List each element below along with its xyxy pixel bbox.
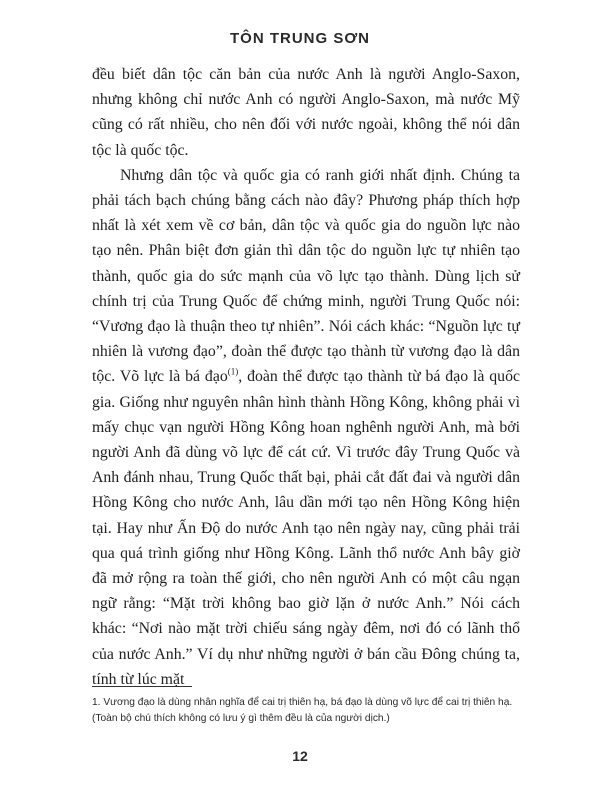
paragraph-2-part-2: , đoàn thể được tạo thành từ bá đạo là quốc gia. Giống như nguyên nhân hình thành Hồng Kông, không phải vì mấy chục vạn người Hồng Kông hoan nghênh người Anh, mà bởi người Anh đã dùng võ lực để cát cứ. Vì trước đây Trung Quốc và Anh đánh nhau, Trung Quốc thất bại, phải cắt đất đai và người dân Hồng Kông cho nước Anh, lâu dần mới tạo nên Hồng Kông hiện tại. Hay như Ấn Độ do nước Anh tạo nên ngày nay, cũng phải trải qua quá trình giống như Hồng Kông. Lãnh thổ nước Anh bây giờ đã mở rộng ra toàn thế giới, cho nên người Anh có một câu ngạn ngữ rằng: “Mặt trời không bao giờ lặn ở nước Anh.” Nói cách khác: “Nơi nào mặt trời chiếu sáng ngày đêm, nơi đó có lãnh thổ của nước Anh.” Ví dụ như những người ở bán cầu Đông chúng ta, tính từ lúc mặt [92, 368, 520, 688]
paragraph-2 [92, 163, 520, 692]
running-header-title: TÔN TRUNG SƠN [230, 30, 370, 47]
paragraph-2-part-1: Nhưng dân tộc và quốc gia có ranh giới nhất định. Chúng ta phải tách bạch chúng bằng cách nào đây? Phương pháp thích hợp nhất là xét xem về cơ bản, dân tộc và quốc gia do nguồn lực nào tạo nên. Phân biệt đơn giản thì dân tộc do nguồn lực tự nhiên tạo thành, quốc gia do sức mạnh của võ lực tạo thành. Dùng lịch sử chính trị của Trung Quốc để chứng minh, người Trung Quốc nói: “Vương đạo là thuận theo tự nhiên”. Nói cách khác: “Nguồn lực tự nhiên là vương đạo”, đoàn thể được tạo thành từ vương đạo là dân tộc. Võ lực là bá đạo [92, 166, 520, 386]
page-number: 12 [292, 748, 308, 764]
paragraph-1: đều biết dân tộc căn bản của nước Anh là người Anglo-Saxon, nhưng không chỉ nước Anh có người Anglo-Saxon, mà nước Mỹ cũng có rất nhiều, cho nên đối với nước ngoài, không thể nói dân tộc là quốc tộc. [92, 66, 520, 159]
footnote: 1. Vương đạo là dùng nhân nghĩa để cai trị thiên hạ, bá đạo là dùng võ lực để cai trị thiên hạ. (Toàn bộ chú thích không có lưu ý gì thêm đều là của người dịch.) [92, 697, 513, 724]
body-text [92, 62, 520, 692]
footnote-reference: (1) [227, 367, 239, 378]
footnote-separator-rule [92, 686, 192, 687]
